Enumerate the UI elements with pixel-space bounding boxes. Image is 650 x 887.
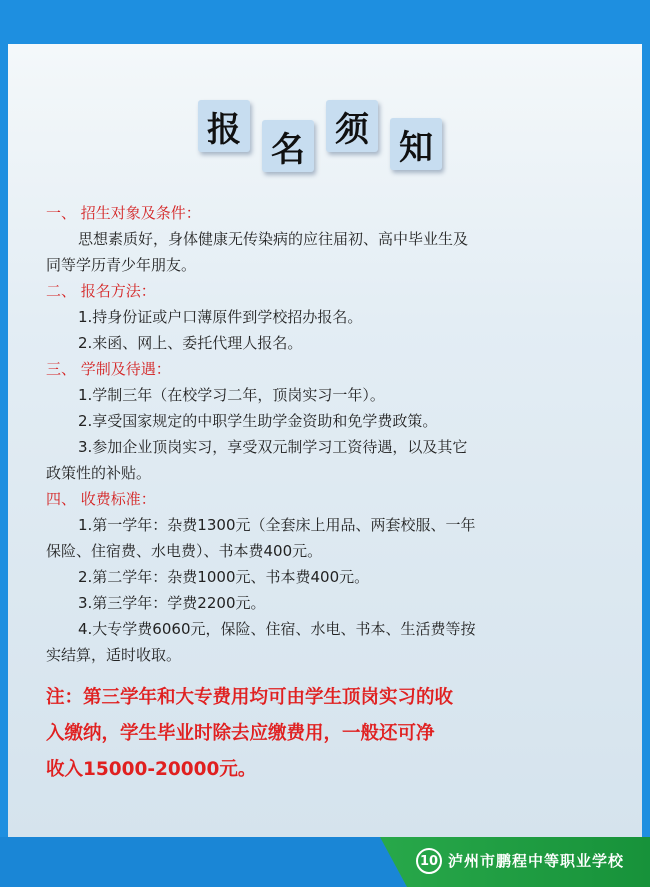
note-line: 入缴纳，学生毕业时除去应缴费用，一般还可净 [46,723,435,744]
body-line: 1.第一学年：杂费1300元（全套床上用品、两套校服、一年 [78,516,476,534]
note-text [46,680,606,788]
body-line: 思想素质好，身体健康无传染病的应往届初、高中毕业生及 [78,230,469,248]
section-heading: 四、 收费标准： [46,490,156,508]
body-line: 实结算，适时收取。 [46,646,182,664]
section-heading: 二、 报名方法： [46,282,156,300]
note-line: 收入15000-20000元。 [46,759,257,780]
body-line: 2.第二学年：杂费1000元、书本费400元。 [78,568,370,586]
title-tile: 须 [326,100,378,152]
top-bar [0,0,650,44]
section-heading: 三、 学制及待遇： [46,360,171,378]
body-line: 2.来函、网上、委托代理人报名。 [78,334,303,352]
body-line: 同等学历青少年朋友。 [46,256,197,274]
page-number: 10 [416,848,442,874]
page-title [0,96,650,176]
body-line: 3.参加企业顶岗实习，享受双元制学习工资待遇，以及其它 [78,438,468,456]
title-tile: 知 [390,118,442,170]
school-name: 泸州市鹏程中等职业学校 [448,852,625,870]
body-line: 政策性的补贴。 [46,464,152,482]
section-heading: 一、 招生对象及条件： [46,204,201,222]
body-line: 1.学制三年（在校学习二年，顶岗实习一年）。 [78,386,385,404]
title-tile: 报 [198,100,250,152]
body-line: 1.持身份证或户口薄原件到学校招办报名。 [78,308,363,326]
notice-body [46,200,606,668]
title-tile: 名 [262,120,314,172]
body-line: 4.大专学费6060元，保险、住宿、水电、书本、生活费等按 [78,620,476,638]
body-line: 3.第三学年：学费2200元。 [78,594,266,612]
body-line: 保险、住宿费、水电费）、书本费400元。 [46,542,323,560]
note-line: 注：第三学年和大专费用均可由学生顶岗实习的收 [46,687,454,708]
body-line: 2.享受国家规定的中职学生助学金资助和免学费政策。 [78,412,438,430]
